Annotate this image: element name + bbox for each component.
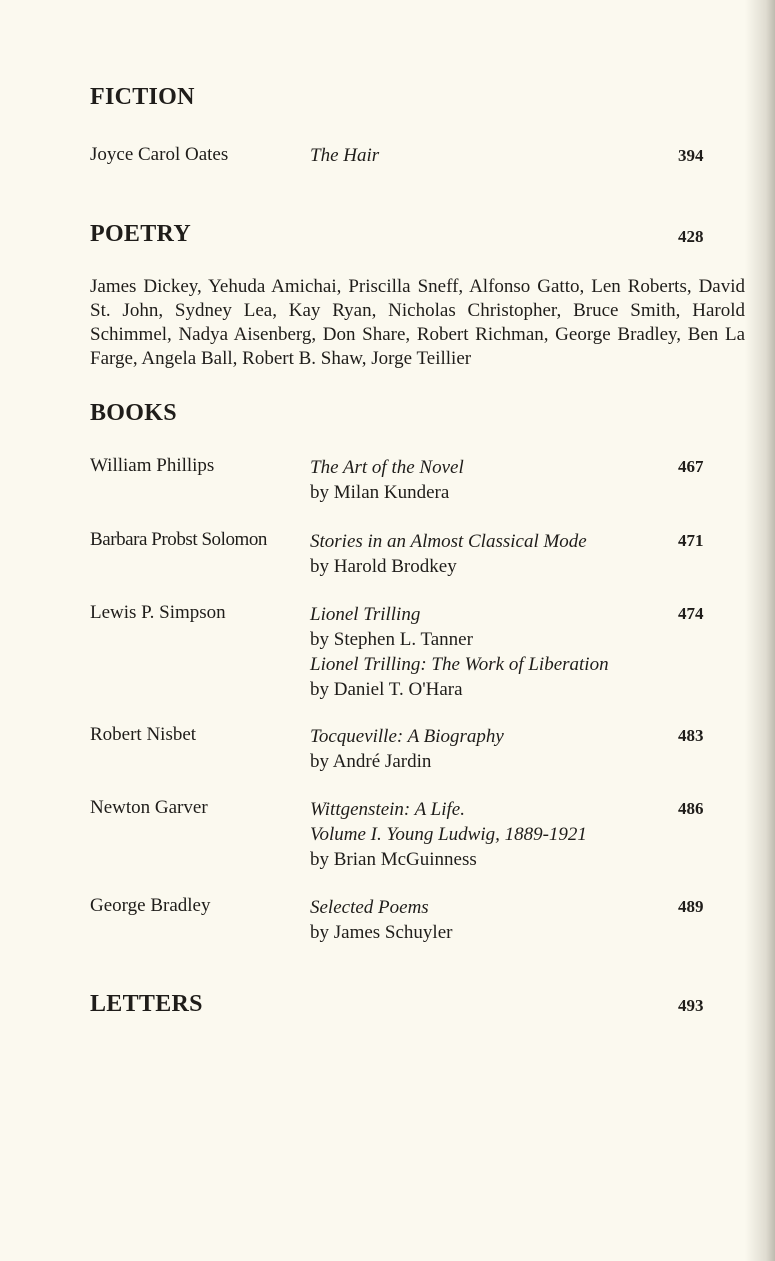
book-title: Stories in an Almost Classical Mode bbox=[310, 531, 587, 552]
book-title: Selected Poems bbox=[310, 897, 429, 918]
book-author: by James Schuyler bbox=[310, 922, 453, 943]
book-title: Tocqueville: A Biography bbox=[310, 726, 504, 747]
book-review-titles bbox=[310, 797, 587, 872]
book-page-number: 471 bbox=[678, 531, 704, 550]
fiction-author: Joyce Carol Oates bbox=[90, 144, 229, 165]
book-author: by Daniel T. O'Hara bbox=[310, 679, 463, 700]
book-author: by André Jardin bbox=[310, 751, 432, 772]
book-reviewer: Lewis P. Simpson bbox=[90, 602, 226, 623]
book-author: by Brian McGuinness bbox=[310, 849, 477, 870]
book-page-number: 486 bbox=[678, 799, 704, 818]
book-title: Lionel Trilling: The Work of Liberation bbox=[310, 654, 609, 675]
book-title: Lionel Trilling bbox=[310, 604, 421, 625]
book-reviewer: Newton Garver bbox=[90, 797, 208, 818]
book-title: Wittgenstein: A Life. bbox=[310, 799, 465, 820]
book-title: The Art of the Novel bbox=[310, 457, 464, 478]
fiction-title bbox=[310, 143, 379, 168]
contents-page bbox=[90, 0, 750, 1261]
book-page-number: 474 bbox=[678, 604, 704, 623]
fiction-page-number: 394 bbox=[678, 146, 704, 165]
book-review-titles bbox=[310, 529, 587, 579]
book-reviewer: Robert Nisbet bbox=[90, 724, 197, 745]
book-review-titles bbox=[310, 602, 609, 702]
letters-page-number: 493 bbox=[678, 996, 704, 1015]
fiction-heading: FICTION bbox=[90, 84, 195, 110]
books-heading: BOOKS bbox=[90, 400, 177, 426]
poetry-heading: POETRY bbox=[90, 221, 191, 247]
book-review-titles bbox=[310, 724, 504, 774]
fiction-title-text: The Hair bbox=[310, 145, 380, 166]
book-reviewer: William Phillips bbox=[90, 455, 215, 476]
poetry-contributors: James Dickey, Yehuda Amichai, Priscilla Sneff, Alfonso Gatto, Len Roberts, David St. John, Sydney Lea, Kay Ryan, Nicholas Christopher, Bruce Smith, Harold Schimmel, Nadya Aisenberg, Don Share, Robert Richman, George Bradley, Ben La Farge, Angela Ball, Robert B. Shaw, Jorge Teillier bbox=[90, 276, 745, 369]
book-title: Volume I. Young Ludwig, 1889-1921 bbox=[310, 824, 587, 845]
letters-heading: LETTERS bbox=[90, 991, 203, 1017]
book-author: by Harold Brodkey bbox=[310, 556, 457, 577]
book-page-number: 467 bbox=[678, 457, 704, 476]
book-reviewer: Barbara Probst Solomon bbox=[90, 529, 267, 550]
book-author: by Milan Kundera bbox=[310, 482, 450, 503]
book-reviewer: George Bradley bbox=[90, 895, 211, 916]
page-edge-shadow bbox=[745, 0, 775, 1261]
book-author: by Stephen L. Tanner bbox=[310, 629, 473, 650]
book-review-titles bbox=[310, 455, 464, 505]
poetry-page-number: 428 bbox=[678, 227, 704, 246]
book-page-number: 483 bbox=[678, 726, 704, 745]
book-page-number: 489 bbox=[678, 897, 704, 916]
book-review-titles bbox=[310, 895, 452, 945]
